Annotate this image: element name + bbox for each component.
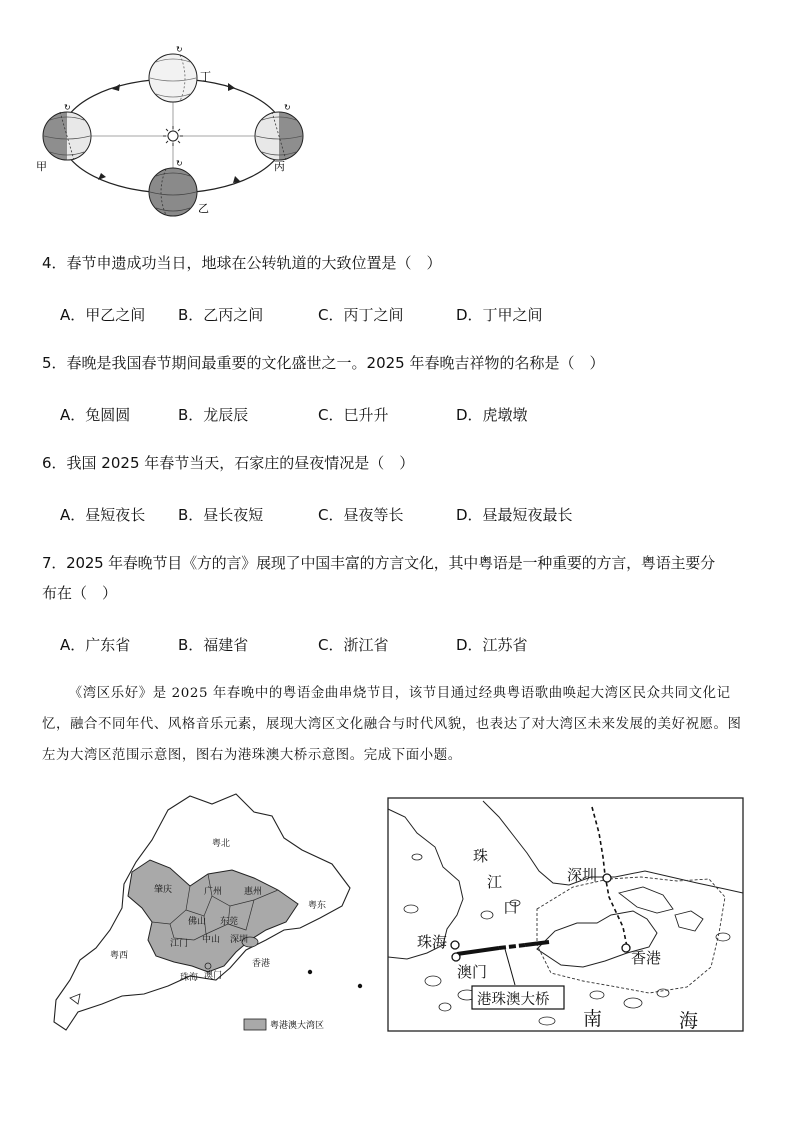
- label-yuexi: 粤西: [110, 951, 129, 961]
- option-6b[interactable]: B．昼长夜短: [178, 506, 264, 524]
- option-4c[interactable]: C．丙丁之间: [318, 306, 404, 324]
- option-6c[interactable]: C．昼夜等长: [318, 506, 404, 524]
- svg-text:↻: ↻: [64, 103, 71, 112]
- label-jiangmen: 江门: [170, 939, 189, 949]
- question-4: 4．春节申遗成功当日，地球在公转轨道的大致位置是（ ）: [42, 254, 442, 272]
- option-5c[interactable]: C．巳升升: [318, 406, 389, 424]
- earth-yi: [149, 159, 197, 216]
- label-jia: 甲: [36, 160, 47, 173]
- label-kou: 口: [503, 899, 519, 917]
- question-5: 5．春晚是我国春节期间最重要的文化盛世之一。2025 年春晚吉祥物的名称是（ ）: [42, 354, 605, 372]
- option-4b[interactable]: B．乙丙之间: [178, 306, 264, 324]
- svg-text:↻: ↻: [284, 103, 291, 112]
- question-6: 6．我国 2025 年春节当天，石家庄的昼夜情况是（ ）: [42, 454, 415, 472]
- orbit-arrow: [228, 83, 235, 91]
- label-shenzhen-r: 深圳: [567, 866, 598, 884]
- legend-swatch: [244, 1019, 266, 1030]
- passage-text: 《湾区乐好》是 2025 年春晚中的粤语金曲串烧节目，该节目通过经典粤语歌曲唤起大湾区民众共同文化记忆，融合不同年代、风格音乐元素，展现大湾区文化融合与时代风貌，也表达了对大湾区未来发展的美好祝愿。图左为大湾区范围示意图，图右为港珠澳大桥示意图。完成下面小题。: [42, 686, 742, 763]
- option-7a[interactable]: A．广东省: [60, 636, 131, 654]
- label-zhuhai: 珠海: [180, 973, 199, 983]
- label-huizhou: 惠州: [244, 887, 263, 897]
- label-aomen: 澳门: [204, 971, 223, 981]
- label-guangzhou: 广州: [204, 887, 223, 897]
- label-xianggang-r: 香港: [631, 949, 662, 967]
- orbit-arrow: [233, 176, 241, 183]
- label-shenzhen: 深圳: [230, 935, 249, 945]
- option-6a[interactable]: A．昼短夜长: [60, 506, 146, 524]
- option-6d[interactable]: D．昼最短夜最长: [456, 506, 573, 524]
- label-zhaoqing: 肇庆: [154, 885, 173, 895]
- label-jiang: 江: [487, 873, 503, 891]
- option-7c[interactable]: C．浙江省: [318, 636, 389, 654]
- question-7-line1: 7．2025 年春晚节目《方的言》展现了中国丰富的方言文化，其中粤语是一种重要的方言，粤语主要分: [42, 554, 715, 572]
- label-yuebei: 粤北: [212, 839, 231, 849]
- label-foshan: 佛山: [188, 917, 207, 927]
- label-zhongshan: 中山: [202, 935, 221, 945]
- label-yi: 乙: [198, 202, 209, 215]
- marker-shenzhen: [603, 874, 611, 882]
- hzmb-map: [387, 797, 745, 1033]
- earth-ding: [149, 45, 197, 102]
- option-5d[interactable]: D．虎墩墩: [456, 406, 528, 424]
- svg-text:↻: ↻: [176, 159, 183, 168]
- option-5a[interactable]: A．兔圆圆: [60, 406, 131, 424]
- label-dongguan: 东莞: [220, 917, 239, 927]
- label-aomen-r: 澳门: [457, 963, 488, 981]
- option-4d[interactable]: D．丁甲之间: [456, 306, 543, 324]
- sun-icon: [163, 126, 183, 146]
- label-bing: 丙: [274, 160, 285, 173]
- option-4a[interactable]: A．甲乙之间: [60, 306, 146, 324]
- legend-label: 粤港澳大湾区: [270, 1021, 325, 1031]
- question-7-line2: 布在（ ）: [42, 584, 118, 602]
- label-xianggang: 香港: [252, 959, 271, 969]
- reading-passage: [42, 678, 754, 771]
- orbit-diagram: [30, 40, 320, 230]
- label-hai: 海: [679, 1010, 699, 1032]
- label-zhu: 珠: [473, 847, 489, 865]
- option-5b[interactable]: B．龙辰辰: [178, 406, 249, 424]
- label-ding: 丁: [200, 70, 211, 83]
- option-7b[interactable]: B．福建省: [178, 636, 249, 654]
- marker-zhuhai: [451, 941, 459, 949]
- label-yuedong: 粤东: [308, 901, 327, 911]
- option-7d[interactable]: D．江苏省: [456, 636, 528, 654]
- earth-jia: [43, 103, 97, 162]
- label-bridge: 港珠澳大桥: [477, 992, 550, 1008]
- label-nan: 南: [583, 1008, 603, 1030]
- label-zhuhai-r: 珠海: [417, 933, 448, 951]
- marker-xianggang: [622, 944, 630, 952]
- orbit-arrow: [98, 173, 106, 180]
- greater-bay-area-map: [40, 790, 380, 1040]
- marker-aomen: [452, 953, 460, 961]
- svg-text:↻: ↻: [176, 45, 183, 54]
- earth-bing: [249, 103, 303, 162]
